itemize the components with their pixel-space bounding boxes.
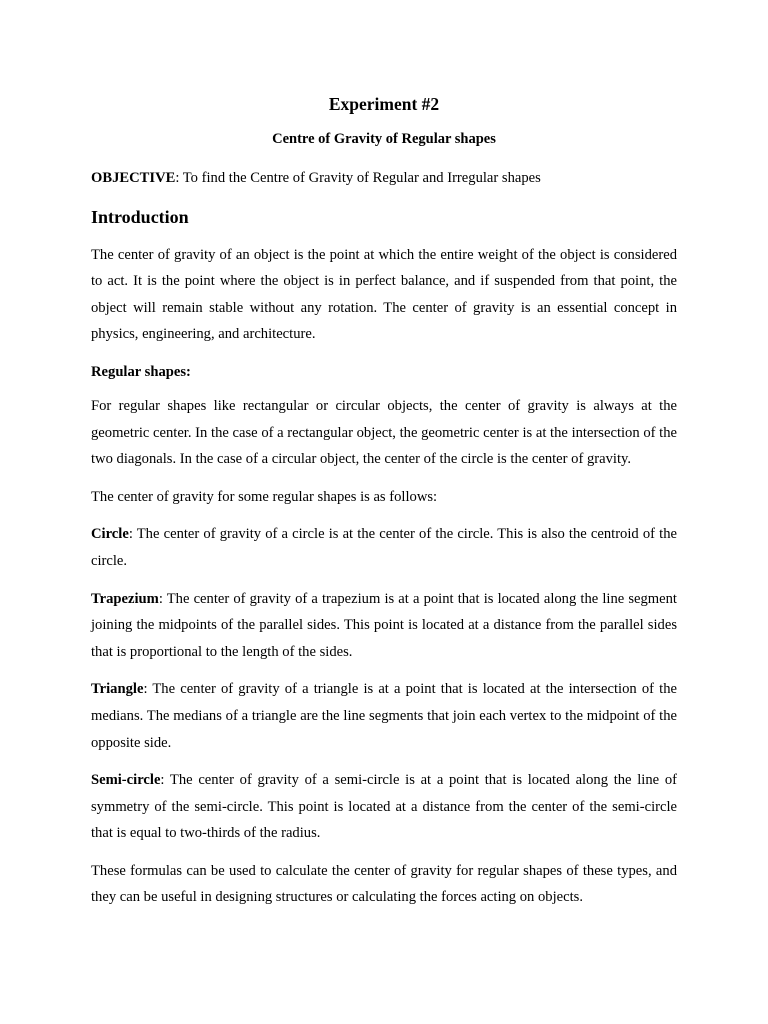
shape-definition-semi-circle [91, 767, 677, 847]
shape-text: : The center of gravity of a circle is at the center of the circle. This is also the centroid of the circle. [91, 526, 677, 569]
shape-definition-triangle [91, 676, 677, 756]
regular-shapes-paragraph: For regular shapes like rectangular or circular objects, the center of gravity is always at the geometric center. In the case of a rectangular object, the geometric center is at the intersection of the two diagonals. In the case of a circular object, the center of the circle is the center of gravity. [91, 397, 677, 468]
shape-term: Trapezium [91, 590, 159, 607]
shape-definition-trapezium [91, 586, 677, 666]
shape-definition-circle [91, 521, 677, 574]
document-subtitle: Centre of Gravity of Regular shapes [272, 131, 496, 147]
introduction-paragraph: The center of gravity of an object is the point at which the entire weight of the object is considered to act. It is the point where the object is in perfect balance, and if suspended from that point, the object will remain stable without any rotation. The center of gravity is an essential concept in physics, engineering, and architecture. [91, 246, 677, 343]
objective-label: OBJECTIVE [91, 170, 176, 186]
closing-paragraph: These formulas can be used to calculate the center of gravity for regular shapes of these types, and they can be useful in designing structures or calculating the forces acting on objects. [91, 862, 677, 906]
shape-text: : The center of gravity of a trapezium is at a point that is located along the line segment joining the midpoints of the parallel sides. This point is located at a distance from the parallel sides that is proportional to the length of the sides. [91, 590, 677, 660]
document-content [91, 91, 677, 922]
document-title: Experiment #2 [328, 94, 440, 114]
shape-term: Circle [91, 526, 129, 543]
objective-paragraph [91, 165, 677, 192]
shape-text: : The center of gravity of a triangle is at a point that is located at the intersection of the medians. The medians of a triangle are the line segments that join each vertex to the midpoint of the opposite side. [91, 681, 677, 751]
introduction-heading: Introduction [91, 206, 189, 227]
shape-term: Triangle [91, 681, 144, 698]
shape-text: : The center of gravity of a semi-circle is at a point that is located along the line of symmetry of the semi-circle. This point is located at a distance from the center of the semi-circle that is equal to two-thirds of the radius. [91, 772, 677, 842]
shapes-intro-paragraph: The center of gravity for some regular shapes is as follows: [91, 488, 438, 505]
shape-term: Semi-circle [91, 772, 161, 789]
regular-shapes-heading: Regular shapes: [91, 363, 191, 380]
objective-text: : To find the Centre of Gravity of Regular and Irregular shapes [175, 170, 541, 186]
